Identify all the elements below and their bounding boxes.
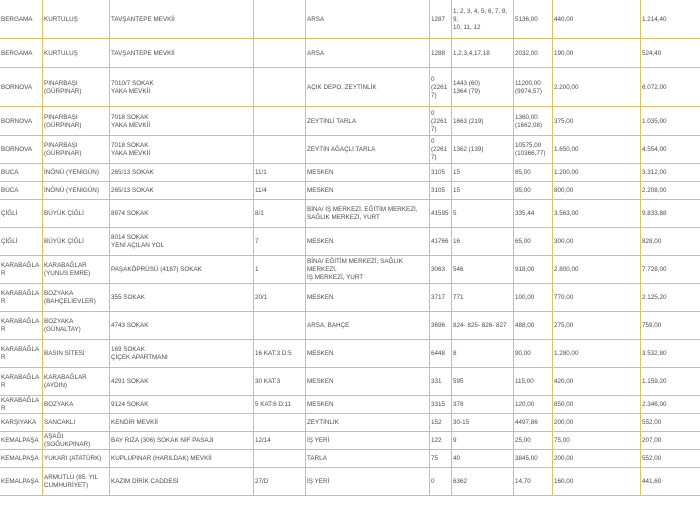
neighborhood-cell: ARMUTLU (85. YIL CUMHURİYET) — [43, 468, 110, 496]
table-row — [0, 468, 700, 496]
unit-price-cell: 1.200,00 — [553, 164, 641, 182]
property-type-cell: ZEYTİNLİK — [306, 414, 430, 432]
door-number-cell — [254, 68, 306, 107]
total-price-cell: 552,00 — [641, 450, 700, 468]
street-location-cell: TAVŞANTEPE MEVKİİ — [110, 39, 254, 68]
street-location-cell: 4743 SOKAK — [110, 312, 254, 340]
area-cell: 3845,00 — [514, 450, 553, 468]
door-number-cell — [254, 136, 306, 164]
area-cell: 1360,00 (1662,08) — [514, 107, 553, 136]
block-cell: 152 — [430, 414, 452, 432]
area-cell: 85,00 — [514, 164, 553, 182]
parcel-cell: 16 — [452, 228, 514, 256]
neighborhood-cell: BÜYÜK ÇİĞLİ — [43, 228, 110, 256]
area-cell: 14,70 — [514, 468, 553, 496]
district-cell: KARABAĞLAR — [0, 256, 43, 284]
area-cell: 335,44 — [514, 200, 553, 228]
area-cell: 25,00 — [514, 432, 553, 450]
block-cell: 1287 — [430, 0, 452, 39]
parcel-cell: 5 — [452, 200, 514, 228]
table-row — [0, 450, 700, 468]
block-cell: 3105 — [430, 164, 452, 182]
neighborhood-cell: İNÖNÜ (YENİGÜN) — [43, 182, 110, 200]
table-row — [0, 396, 700, 414]
district-cell: KARŞIYAKA — [0, 414, 43, 432]
door-number-cell — [254, 107, 306, 136]
parcel-cell: 546 — [452, 256, 514, 284]
total-price-cell: 524,40 — [641, 39, 700, 68]
total-price-cell: 3.532,80 — [641, 340, 700, 368]
street-location-cell: 169 SOKAK ÇİÇEK APARTMANI — [110, 340, 254, 368]
block-cell: 0 — [430, 468, 452, 496]
unit-price-cell: 440,00 — [553, 0, 641, 39]
property-type-cell: ARSA, BAHÇE — [306, 312, 430, 340]
neighborhood-cell: PINARBAŞI (GÜRPINAR) — [43, 136, 110, 164]
total-price-cell: 9.833,88 — [641, 200, 700, 228]
neighborhood-cell: YUKARI (ATATÜRK) — [43, 450, 110, 468]
neighborhood-cell: İNÖNÜ (YENİGÜN) — [43, 164, 110, 182]
table-row — [0, 228, 700, 256]
area-cell: 488,00 — [514, 312, 553, 340]
unit-price-cell: 1.280,00 — [553, 340, 641, 368]
area-cell: 120,00 — [514, 396, 553, 414]
total-price-cell: 552,00 — [641, 414, 700, 432]
district-cell: BORNOVA — [0, 136, 43, 164]
property-type-cell: TARLA — [306, 450, 430, 468]
property-type-cell: MESKEN — [306, 340, 430, 368]
property-type-cell: İŞ YERİ — [306, 432, 430, 450]
door-number-cell: 1 — [254, 256, 306, 284]
block-cell: 3063 — [430, 256, 452, 284]
unit-price-cell: 850,00 — [553, 396, 641, 414]
block-cell: 0 (22617) — [430, 68, 452, 107]
neighborhood-cell: BOZYAKA (BAHÇELİEVLER) — [43, 284, 110, 312]
property-type-cell: MESKEN — [306, 182, 430, 200]
parcel-cell: 1663 (219) — [452, 107, 514, 136]
property-type-cell: ARSA — [306, 0, 430, 39]
block-cell: 331 — [430, 368, 452, 396]
total-price-cell: 7.728,00 — [641, 256, 700, 284]
property-type-cell: MESKEN — [306, 368, 430, 396]
parcel-cell: 8 — [452, 340, 514, 368]
table-row — [0, 340, 700, 368]
unit-price-cell: 200,00 — [553, 450, 641, 468]
property-type-cell: ZEYTİNLİ TARLA — [306, 107, 430, 136]
total-price-cell: 2.125,20 — [641, 284, 700, 312]
district-cell: BERGAMA — [0, 39, 43, 68]
parcel-cell: 9 — [452, 432, 514, 450]
door-number-cell: 7 — [254, 228, 306, 256]
property-type-cell: AÇIK DEPO, ZEYTİNLİK — [306, 68, 430, 107]
table-row — [0, 414, 700, 432]
street-location-cell: KUPLUPINAR (HARILDAK) MEVKİİ — [110, 450, 254, 468]
district-cell: BORNOVA — [0, 68, 43, 107]
district-cell: BERGAMA — [0, 0, 43, 39]
property-type-cell: BİNA/ İŞ MERKEZİ, EĞİTİM MERKEZİ, SAĞLIK MERKEZİ, YURT — [306, 200, 430, 228]
parcel-cell: 771 — [452, 284, 514, 312]
neighborhood-cell: PINARBAŞI (GÜRPINAR) — [43, 107, 110, 136]
block-cell: 0 (22617) — [430, 136, 452, 164]
property-type-cell: ZEYTİN AĞAÇLI TARLA — [306, 136, 430, 164]
neighborhood-cell: AŞAĞI (SOĞUKPINAR) — [43, 432, 110, 450]
table-row — [0, 200, 700, 228]
total-price-cell: 3.312,00 — [641, 164, 700, 182]
area-cell: 10575,00 (10366,77) — [514, 136, 553, 164]
neighborhood-cell: KARABAĞLAR (YUNUS EMRE) — [43, 256, 110, 284]
table-row — [0, 107, 700, 136]
neighborhood-cell: KURTULUŞ — [43, 39, 110, 68]
area-cell: 90,00 — [514, 340, 553, 368]
area-cell: 95,00 — [514, 182, 553, 200]
door-number-cell: 20/1 — [254, 284, 306, 312]
block-cell: 3696 — [430, 312, 452, 340]
unit-price-cell: 200,00 — [553, 414, 641, 432]
street-location-cell: 8974 SOKAK — [110, 200, 254, 228]
neighborhood-cell: PINARBAŞI (GÜRPINAR) — [43, 68, 110, 107]
street-location-cell: KAZIM DİRİK CADDESİ — [110, 468, 254, 496]
district-cell: BUCA — [0, 164, 43, 182]
street-location-cell: 355 SOKAK — [110, 284, 254, 312]
unit-price-cell: 190,00 — [553, 39, 641, 68]
total-price-cell: 4.554,00 — [641, 136, 700, 164]
parcel-cell: 1362 (139) — [452, 136, 514, 164]
door-number-cell — [254, 450, 306, 468]
unit-price-cell: 375,00 — [553, 107, 641, 136]
unit-price-cell: 300,00 — [553, 228, 641, 256]
parcel-cell: 1443 (60) 1364 (79) — [452, 68, 514, 107]
district-cell: ÇİĞLİ — [0, 200, 43, 228]
district-cell: ÇİĞLİ — [0, 228, 43, 256]
door-number-cell: 8/1 — [254, 200, 306, 228]
table-row — [0, 256, 700, 284]
total-price-cell: 828,00 — [641, 228, 700, 256]
parcel-cell: 15 — [452, 164, 514, 182]
total-price-cell: 1.214,40 — [641, 0, 700, 39]
district-cell: KEMALPAŞA — [0, 432, 43, 450]
neighborhood-cell: BOZYAKA (GÜNALTAY) — [43, 312, 110, 340]
block-cell: 75 — [430, 450, 452, 468]
block-cell: 122 — [430, 432, 452, 450]
parcel-cell: 1,2,3,4,17,18 — [452, 39, 514, 68]
door-number-cell: 11/4 — [254, 182, 306, 200]
total-price-cell: 6.072,00 — [641, 68, 700, 107]
total-price-cell: 1.159,20 — [641, 368, 700, 396]
door-number-cell — [254, 0, 306, 39]
property-type-cell: MESKEN — [306, 228, 430, 256]
area-cell: 918,00 — [514, 256, 553, 284]
district-cell: KARABAĞLAR — [0, 312, 43, 340]
street-location-cell: 9124 SOKAK — [110, 396, 254, 414]
property-type-cell: İŞ YERİ — [306, 468, 430, 496]
neighborhood-cell: KURTULUŞ — [43, 0, 110, 39]
table-row — [0, 368, 700, 396]
property-type-cell: ARSA — [306, 39, 430, 68]
property-type-cell: BİNA/ EĞİTİM MERKEZİ, SAĞLIK MERKEZİ, İŞ MERKEZİ, YURT — [306, 256, 430, 284]
table-row — [0, 284, 700, 312]
door-number-cell — [254, 312, 306, 340]
door-number-cell: 16 KAT:3 D:5 — [254, 340, 306, 368]
table-row — [0, 136, 700, 164]
district-cell: KARABAĞLAR — [0, 284, 43, 312]
street-location-cell: 265/13 SOKAK — [110, 182, 254, 200]
block-cell: 41766 — [430, 228, 452, 256]
table-row — [0, 68, 700, 107]
district-cell: BORNOVA — [0, 107, 43, 136]
neighborhood-cell: BOZYAKA — [43, 396, 110, 414]
parcel-cell: 15 — [452, 182, 514, 200]
parcel-cell: 1, 2, 3, 4, 5, 6, 7, 8, 9, 10, 11, 12 — [452, 0, 514, 39]
table-row — [0, 0, 700, 39]
street-location-cell: KENDİR MEVKİİ — [110, 414, 254, 432]
total-price-cell: 207,00 — [641, 432, 700, 450]
street-location-cell: BAY RIZA (306) SOKAK NİF PASAJI — [110, 432, 254, 450]
unit-price-cell: 1.650,00 — [553, 136, 641, 164]
street-location-cell: 7018 SOKAK YAKA MEVKİİ — [110, 136, 254, 164]
district-cell: KARABAĞLAR — [0, 340, 43, 368]
unit-price-cell: 160,00 — [553, 468, 641, 496]
block-cell: 1288 — [430, 39, 452, 68]
neighborhood-cell: SANCAKLI — [43, 414, 110, 432]
area-cell: 11200,00 (9974,57) — [514, 68, 553, 107]
district-cell: KARABAĞLAR — [0, 396, 43, 414]
street-location-cell: 8014 SOKAK YENİ AÇILAN YOL — [110, 228, 254, 256]
parcel-cell: 30-15 — [452, 414, 514, 432]
parcel-cell: 378 — [452, 396, 514, 414]
property-type-cell: MESKEN — [306, 164, 430, 182]
district-cell: KEMALPAŞA — [0, 450, 43, 468]
area-cell: 5136,00 — [514, 0, 553, 39]
table-row — [0, 432, 700, 450]
neighborhood-cell: BÜYÜK ÇİĞLİ — [43, 200, 110, 228]
unit-price-cell: 3.563,00 — [553, 200, 641, 228]
street-location-cell: 7018 SOKAK YAKA MEVKİİ — [110, 107, 254, 136]
neighborhood-cell: KARABAĞLAR (AYDIN) — [43, 368, 110, 396]
district-cell: KARABAĞLAR — [0, 368, 43, 396]
parcel-cell: 6362 — [452, 468, 514, 496]
block-cell: 41595 — [430, 200, 452, 228]
total-price-cell: 2.346,00 — [641, 396, 700, 414]
street-location-cell: 265/13 SOKAK — [110, 164, 254, 182]
unit-price-cell: 2.200,00 — [553, 68, 641, 107]
area-cell: 65,00 — [514, 228, 553, 256]
block-cell: 6448 — [430, 340, 452, 368]
unit-price-cell: 770,00 — [553, 284, 641, 312]
unit-price-cell: 275,00 — [553, 312, 641, 340]
total-price-cell: 2.208,00 — [641, 182, 700, 200]
unit-price-cell: 800,00 — [553, 182, 641, 200]
block-cell: 0 (22617) — [430, 107, 452, 136]
door-number-cell — [254, 39, 306, 68]
street-location-cell: TAVŞANTEPE MEVKİİ — [110, 0, 254, 39]
door-number-cell: 11/1 — [254, 164, 306, 182]
property-type-cell: MESKEN — [306, 396, 430, 414]
parcel-cell: 40 — [452, 450, 514, 468]
total-price-cell: 441,60 — [641, 468, 700, 496]
street-location-cell: 4291 SOKAK — [110, 368, 254, 396]
unit-price-cell: 2.800,00 — [553, 256, 641, 284]
district-cell: BUCA — [0, 182, 43, 200]
door-number-cell — [254, 414, 306, 432]
unit-price-cell: 75,00 — [553, 432, 641, 450]
table-row — [0, 312, 700, 340]
door-number-cell: 12/14 — [254, 432, 306, 450]
unit-price-cell: 420,00 — [553, 368, 641, 396]
table-row — [0, 164, 700, 182]
total-price-cell: 759,00 — [641, 312, 700, 340]
parcel-cell: 595 — [452, 368, 514, 396]
area-cell: 4497,86 — [514, 414, 553, 432]
block-cell: 3105 — [430, 182, 452, 200]
total-price-cell: 1.035,00 — [641, 107, 700, 136]
property-type-cell: MESKEN — [306, 284, 430, 312]
block-cell: 3717 — [430, 284, 452, 312]
street-location-cell: PAŞAKÖPRÜSÜ (4187) SOKAK — [110, 256, 254, 284]
door-number-cell: 5 KAT:6 D:11 — [254, 396, 306, 414]
door-number-cell: 30 KAT:3 — [254, 368, 306, 396]
area-cell: 100,00 — [514, 284, 553, 312]
neighborhood-cell: BASIN SİTESİ — [43, 340, 110, 368]
parcel-cell: 824- 825- 826- 827 — [452, 312, 514, 340]
street-location-cell: 7010/7 SOKAK YAKA MEVKİİ — [110, 68, 254, 107]
area-cell: 2032,00 — [514, 39, 553, 68]
area-cell: 115,00 — [514, 368, 553, 396]
block-cell: 3315 — [430, 396, 452, 414]
door-number-cell: 27/D — [254, 468, 306, 496]
table-row — [0, 182, 700, 200]
district-cell: KEMALPAŞA — [0, 468, 43, 496]
table-row — [0, 39, 700, 68]
